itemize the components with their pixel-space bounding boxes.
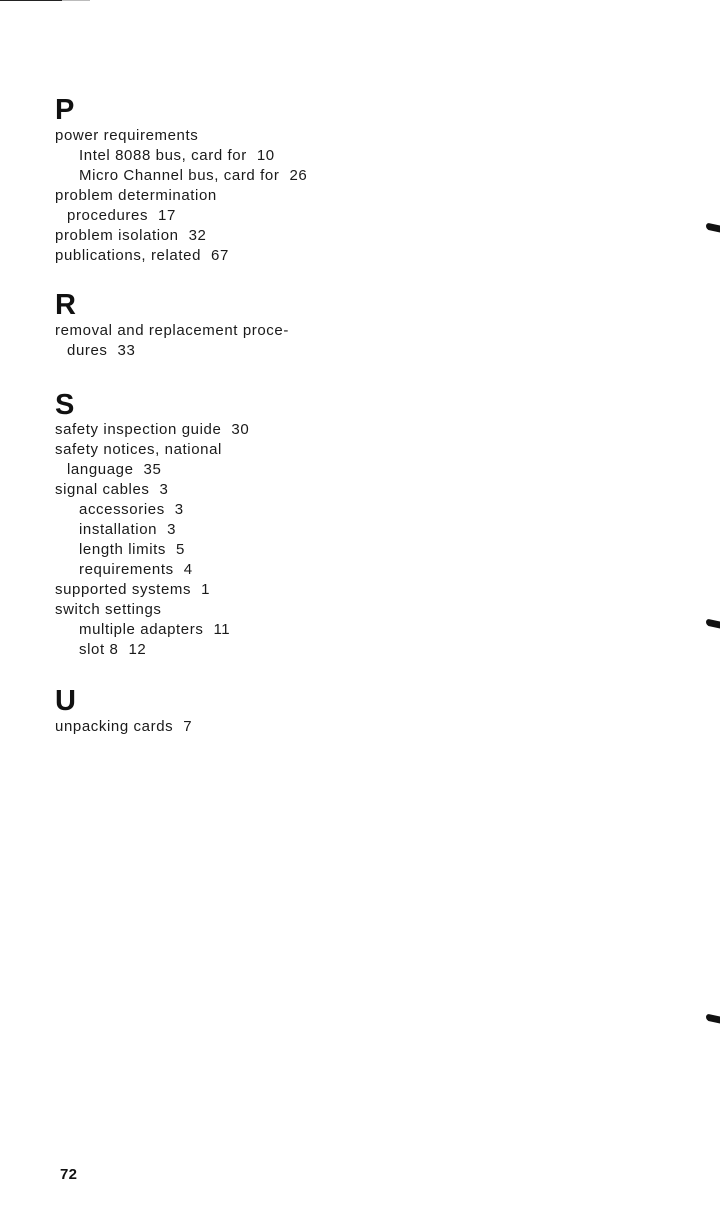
- index-entry: [55, 226, 415, 246]
- section-letter: R: [55, 289, 76, 321]
- entry-text: signal cables: [55, 481, 150, 498]
- page-number: 72: [60, 1166, 78, 1183]
- entry-text: multiple adapters: [79, 621, 204, 638]
- entry-text: switch settings: [55, 601, 162, 618]
- index-section-r: [55, 290, 415, 361]
- section-letter: U: [55, 685, 76, 717]
- entry-text: length limits: [79, 541, 166, 558]
- section-entries: [55, 717, 415, 737]
- index-entry: [55, 341, 415, 361]
- entry-page: 11: [213, 621, 231, 638]
- entry-text: unpacking cards: [55, 718, 174, 735]
- entry-text: problem isolation: [55, 227, 179, 244]
- top-rule-faint: [62, 0, 90, 1]
- section-entries: [55, 321, 415, 361]
- entry-text: safety notices, national: [55, 441, 222, 458]
- index-section-u: [55, 686, 415, 737]
- entry-text: requirements: [79, 561, 174, 578]
- top-rule: [0, 0, 62, 1]
- entry-text: slot 8: [79, 641, 119, 658]
- index-entry: [55, 420, 415, 440]
- entry-page: 26: [289, 167, 308, 184]
- index-section-p: [55, 95, 415, 266]
- entry-text: procedures: [67, 207, 149, 224]
- index-entry: [55, 580, 415, 600]
- index-entry: [55, 717, 415, 737]
- index-entry: [55, 246, 415, 266]
- edge-mark: [706, 619, 720, 629]
- entry-page: 10: [256, 147, 275, 164]
- entry-page: 35: [143, 461, 162, 478]
- index-entry: [55, 500, 415, 520]
- entry-page: 3: [159, 481, 169, 498]
- entry-text: accessories: [79, 501, 165, 518]
- index-entry: [55, 600, 415, 620]
- index-entry: [55, 520, 415, 540]
- entry-text: dures: [67, 342, 108, 359]
- edge-mark: [706, 1014, 720, 1024]
- section-entries: [55, 420, 415, 660]
- index-entry: [55, 126, 415, 146]
- section-entries: [55, 126, 415, 266]
- entry-page: 32: [188, 227, 207, 244]
- entry-text: language: [67, 461, 134, 478]
- entry-page: 3: [167, 521, 177, 538]
- index-entry: [55, 206, 415, 226]
- entry-page: 67: [211, 247, 229, 264]
- entry-text: supported systems: [55, 581, 192, 598]
- index-section-s: [55, 390, 415, 660]
- index-entry: [55, 186, 415, 206]
- index-entry: [55, 440, 415, 460]
- entry-page: 1: [201, 581, 211, 598]
- entry-page: 3: [174, 501, 184, 518]
- entry-text: Intel 8088 bus, card for: [79, 147, 247, 164]
- entry-page: 17: [158, 207, 176, 224]
- entry-page: 33: [117, 342, 136, 359]
- entry-page: 4: [183, 561, 193, 578]
- entry-page: 30: [231, 421, 250, 438]
- index-entry: [55, 146, 415, 166]
- edge-mark: [706, 223, 720, 233]
- entry-text: power requirements: [55, 127, 199, 144]
- section-letter: P: [55, 94, 75, 126]
- section-letter: S: [55, 389, 75, 421]
- index-entry: [55, 480, 415, 500]
- entry-page: 5: [176, 541, 185, 558]
- entry-text: installation: [79, 521, 158, 538]
- entry-text: problem determination: [55, 187, 217, 204]
- index-entry: [55, 620, 415, 640]
- entry-page: 12: [128, 641, 147, 658]
- index-entry: [55, 166, 415, 186]
- index-entry: [55, 560, 415, 580]
- entry-text: removal and replacement proce-: [55, 322, 289, 339]
- index-entry: [55, 640, 415, 660]
- index-entry: [55, 321, 415, 341]
- entry-text: Micro Channel bus, card for: [79, 167, 280, 184]
- entry-text: safety inspection guide: [55, 421, 222, 438]
- entry-page: 7: [183, 718, 193, 735]
- index-entry: [55, 460, 415, 480]
- entry-text: publications, related: [55, 247, 202, 264]
- index-entry: [55, 540, 415, 560]
